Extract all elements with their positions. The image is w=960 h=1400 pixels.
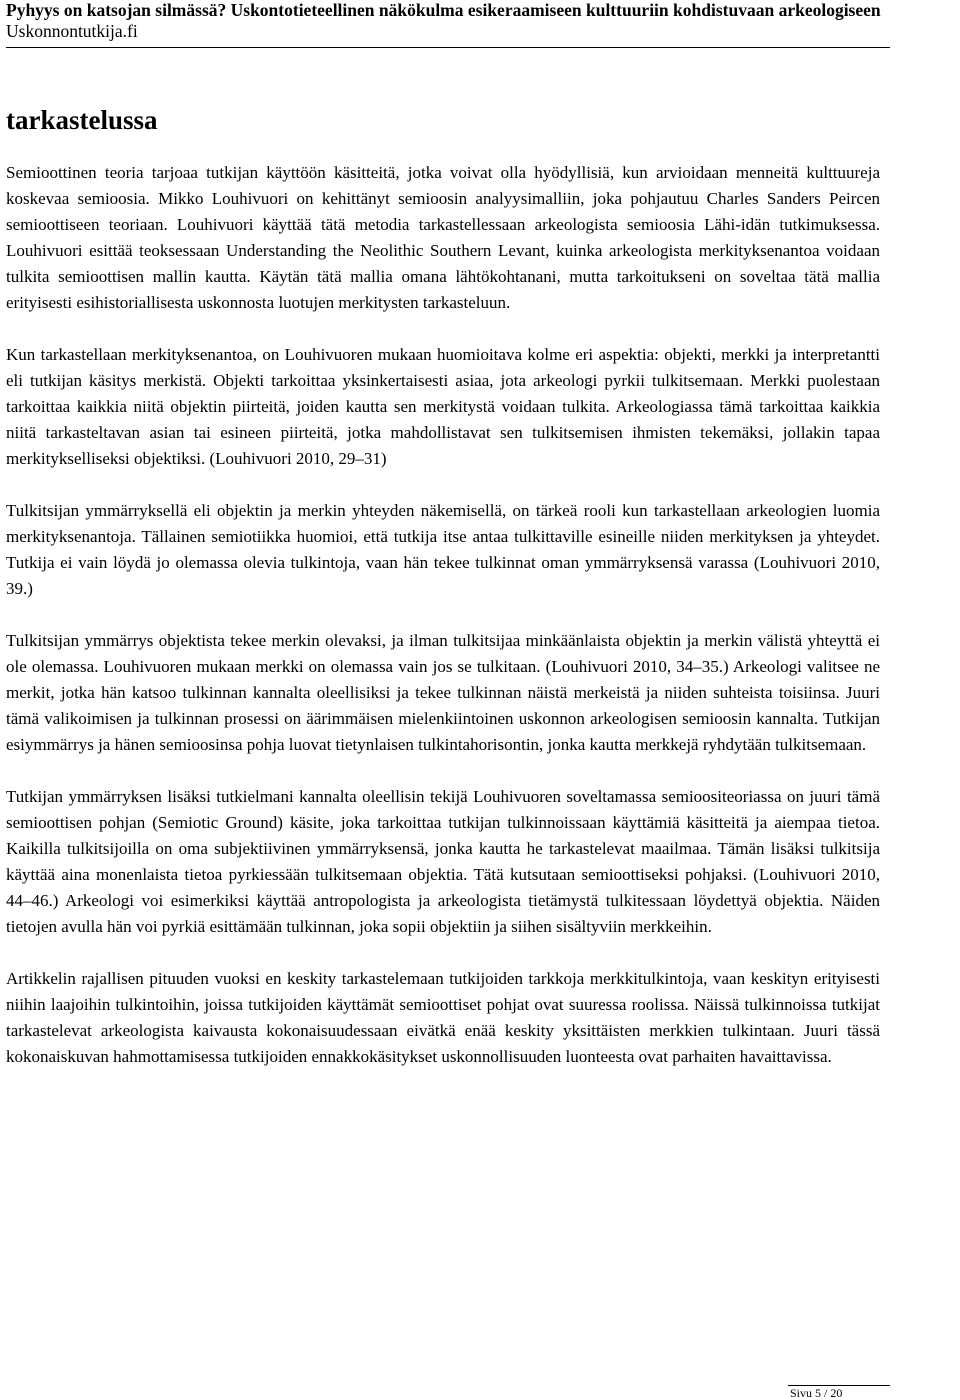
paragraph-3: Tulkitsijan ymmärryksellä eli objektin ja merkin yhteyden näkemisellä, on tärkeä rooli kun tarkastellaan arkeologien luomia merkityksenantoja. Tällainen semiotiikka huomioi, että tutkija itse antaa tulkittaville esineille niiden merkityksen ja yhteydet. Tutkija ei vain löydä jo olemassa olevia tulkintoja, vaan hän tekee tulkinnat oman ymmärryksensä varassa (Louhivuori 2010, 39.) (6, 501, 880, 598)
header-divider (6, 47, 890, 48)
section-heading: tarkastelussa (6, 105, 158, 135)
paragraph-1: Semioottinen teoria tarjoaa tutkijan käyttöön käsitteitä, jotka voivat olla hyödyllisiä, kun arvioidaan menneitä kulttuureja koskevaa semioosia. Mikko Louhivuori on kehittänyt semioosin analyysimalliin, joka pohjautuu Charles Sanders Peircen semioottiseen teoriaan. Louhivuori käyttää tätä metodia tarkastellessaan arkeologista semioosia Lähi-idän tutkimuksessa. Louhivuori esittää teoksessaan Understanding the Neolithic Southern Levant, kuinka arkeologista merkityksenantoa voidaan tulkita semioottisen mallin kautta. Käytän tätä mallia omana lähtökohtanani, mutta tarkoitukseni on soveltaa tätä mallia erityisesti esihistoriallisesta uskonnosta luotujen merkitysten tarkasteluun. (6, 163, 880, 312)
article-body (6, 104, 880, 1096)
document-title: Pyhyys on katsojan silmässä? Uskontotieteellinen näkökulma esikeraamiseen kulttuuriin kohdistuvaan arkeologiseen (6, 0, 881, 20)
paragraph-5: Tutkijan ymmärryksen lisäksi tutkielmani kannalta oleellisin tekijä Louhivuoren soveltamassa semioositeoriassa on juuri tämä semioottisen pohjan (Semiotic Ground) käsite, joka tarkoittaa tutkijan tulkinnoissaan käyttämiä käsitteitä ja aiempaa tietoa. Kaikilla tulkitsijoilla on oma subjektiivinen ymmärryksensä, jonka kautta he tarkastelevat maailmaa. Tämän lisäksi tulkitsija käyttää aina monenlaista tietoa pyrkiessään tulkitsemaan objektia. Tätä kutsutaan semioottiseksi pohjaksi. (Louhivuori 2010, 44–46.) Arkeologi voi esimerkiksi käyttää antropologista ja arkeologista tietämystä tulkitessaan löydettyä objektia. Näiden tietojen avulla hän voi pyrkiä esittämään tulkinnan, joka sopii objektiin ja siihen sisältyviin merkkeihin. (6, 787, 880, 936)
paragraph-4: Tulkitsijan ymmärrys objektista tekee merkin olevaksi, ja ilman tulkitsijaa minkäänlaista objektin ja merkin välistä yhteyttä ei ole olemassa. Louhivuoren mukaan merkki on olemassa vain jos se tulkitaan. (Louhivuori 2010, 34–35.) Arkeologi valitsee ne merkit, jotka hän katsoo tulkinnan kannalta oleellisiksi ja tekee tulkinnan näistä merkeistä ja niiden suhteista toisiinsa. Juuri tämä valikoimisen ja tulkinnan prosessi on äärimmäisen mielenkiintoinen uskonnon arkeologisen semioosin kannalta. Tutkijan esiymmärrys ja hänen semioosinsa pohja luovat tietynlaisen tulkintahorisontin, jonka kautta merkkejä ryhdytään tulkitsemaan. (6, 631, 880, 754)
site-name: Uskonnontutkija.fi (6, 21, 138, 41)
page-number: Sivu 5 / 20 (790, 1386, 843, 1400)
paragraph-2: Kun tarkastellaan merkityksenantoa, on Louhivuoren mukaan huomioitava kolme eri aspektia: objekti, merkki ja interpretantti eli tutkijan käsitys merkistä. Objekti tarkoittaa yksinkertaisesti asiaa, jota arkeologi pyrkii tulkitsemaan. Merkki puolestaan tarkoittaa kaikkia niitä objektin piirteitä, joiden kautta sen merkitystä voidaan tulkita. Arkeologiassa tämä tarkoittaa kaikkia niitä tarkasteltavan asian tai esineen piirteitä, jotka mahdollistavat sen tulkitsemisen ihmisten tekemäksi, jollakin tapaa merkitykselliseksi objektiksi. (Louhivuori 2010, 29–31) (6, 345, 880, 468)
paragraph-6: Artikkelin rajallisen pituuden vuoksi en keskity tarkastelemaan tutkijoiden tarkkoja merkkitulkintoja, vaan keskityn erityisesti niihin laajoihin tulkintoihin, joissa tutkijoiden käyttämät semioottiset pohjat ovat suuressa roolissa. Näissä tulkinnoissa tutkijat tarkastelevat arkeologista kaivausta kokonaisuudessaan eivätkä enää keskity yksittäisten merkkien tulkintaan. Juuri tässä kokonaiskuvan hahmottamisessa tutkijoiden ennakkokäsitykset uskonnollisuuden luonteesta ovat parhaiten havaittavissa. (6, 969, 880, 1066)
page-header (6, 0, 890, 42)
